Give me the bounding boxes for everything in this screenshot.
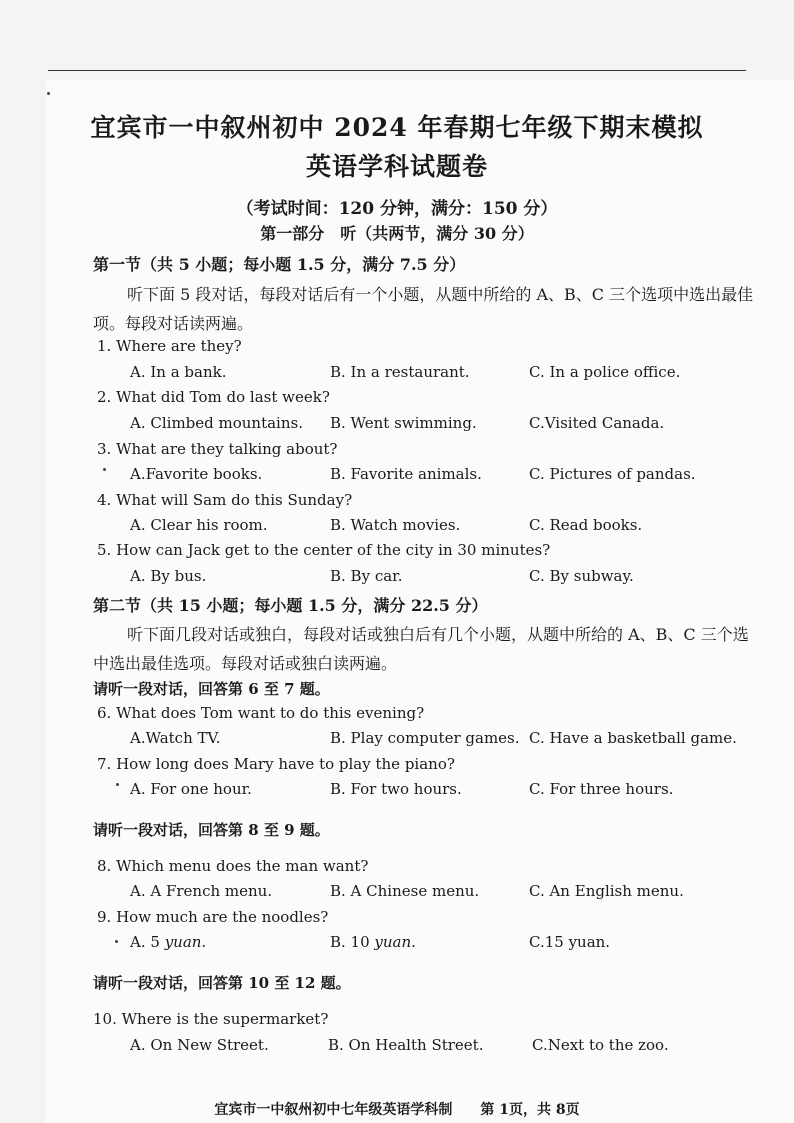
question-8-option-a: A. A French menu. [130,882,273,900]
exam-title-line2: 英语学科试题卷 [305,152,488,181]
section2-instruction-line1: 听下面几段对话或独白，每段对话或独白后有几个小题，从题中所给的 A、B、C 三个选 [127,625,749,644]
question-7-option-b: B. For two hours. [330,780,462,798]
top-rule [48,70,746,71]
question-4-option-c: C. Read books. [529,516,643,534]
question-9-option-b-unit: yuan. [374,933,416,951]
question-3-option-b: B. Favorite animals. [330,465,482,483]
listening-group-1-instruction: 请听一段对话，回答第 6 至 7 题。 [93,680,330,698]
listening-group-2-instruction: 请听一段对话，回答第 8 至 9 题。 [93,821,330,839]
question-7: 7. How long does Mary have to play the piano? [97,755,455,773]
section1-title: 第一节（共 5 小题；每小题 1.5 分，满分 7.5 分） [93,255,466,274]
question-9-option-a [130,933,206,951]
question-10-option-c: C.Next to the zoo. [532,1036,669,1054]
part-title: 第一部分 听（共两节，满分 30 分） [260,224,534,243]
question-8-option-c: C. An English menu. [529,882,684,900]
section2-title: 第二节（共 15 小题；每小题 1.5 分，满分 22.5 分） [93,596,488,615]
scan-speck [47,92,50,95]
question-8: 8. Which menu does the man want? [97,857,369,875]
question-9-option-b-prefix: B. 10 [330,933,375,951]
page-footer [0,1099,794,1119]
question-7-option-a: A. For one hour. [130,780,252,798]
listening-group-3-instruction: 请听一段对话，回答第 10 至 12 题。 [93,974,351,992]
question-5-option-b: B. By car. [330,567,403,585]
question-5-option-a: A. By bus. [130,567,207,585]
footer-school: 宜宾市一中叙州初中七年级英语学科制 [214,1102,453,1118]
scan-speck [115,940,118,943]
exam-info: （考试时间：120 分钟，满分：150 分） [236,199,558,219]
question-4: 4. What will Sam do this Sunday? [97,491,353,509]
scan-speck [116,783,119,786]
question-6-option-a: A.Watch TV. [130,729,221,747]
question-1-option-b: B. In a restaurant. [330,363,470,381]
question-3-option-c: C. Pictures of pandas. [529,465,696,483]
question-9-option-c: C.15 yuan. [529,933,611,951]
question-6-option-c: C. Have a basketball game. [529,729,737,747]
question-10-option-a: A. On New Street. [130,1036,269,1054]
scan-speck [103,468,106,471]
question-9-option-a-prefix: A. 5 [130,933,165,951]
question-2-option-b: B. Went swimming. [330,414,477,432]
question-1-option-a: A. In a bank. [130,363,227,381]
question-9-option-b [330,933,416,951]
question-7-option-c: C. For three hours. [529,780,674,798]
question-2-option-a: A. Climbed mountains. [130,414,303,432]
question-1: 1. Where are they? [97,337,242,355]
question-1-option-c: C. In a police office. [529,363,681,381]
section2-instruction-line2: 中选出最佳选项。每段对话或独白读两遍。 [93,654,398,673]
question-5-option-c: C. By subway. [529,567,634,585]
question-9-option-a-unit: yuan. [164,933,207,951]
question-2-option-c: C.Visited Canada. [529,414,665,432]
question-4-option-b: B. Watch movies. [330,516,461,534]
question-3-option-a: A.Favorite books. [130,465,263,483]
question-5: 5. How can Jack get to the center of the city in 30 minutes? [97,541,551,559]
footer-page-number: 第 1页，共 8页 [480,1102,580,1118]
section1-instruction-line1: 听下面 5 段对话，每段对话后有一个小题，从题中所给的 A、B、C 三个选项中选出最佳 [127,285,754,304]
question-2: 2. What did Tom do last week? [97,388,330,406]
question-9: 9. How much are the noodles? [97,908,329,926]
section1-instruction-line2: 项。每段对话读两遍。 [93,314,254,333]
question-10: 10. Where is the supermarket? [93,1010,329,1028]
exam-title-line1: 宜宾市一中叙州初中 2024 年春期七年级下期末模拟 [90,113,704,142]
question-8-option-b: B. A Chinese menu. [330,882,480,900]
question-4-option-a: A. Clear his room. [130,516,268,534]
question-6-option-b: B. Play computer games. [330,729,520,747]
question-10-option-b: B. On Health Street. [328,1036,484,1054]
question-6: 6. What does Tom want to do this evening? [97,704,425,722]
question-3: 3. What are they talking about? [97,440,338,458]
